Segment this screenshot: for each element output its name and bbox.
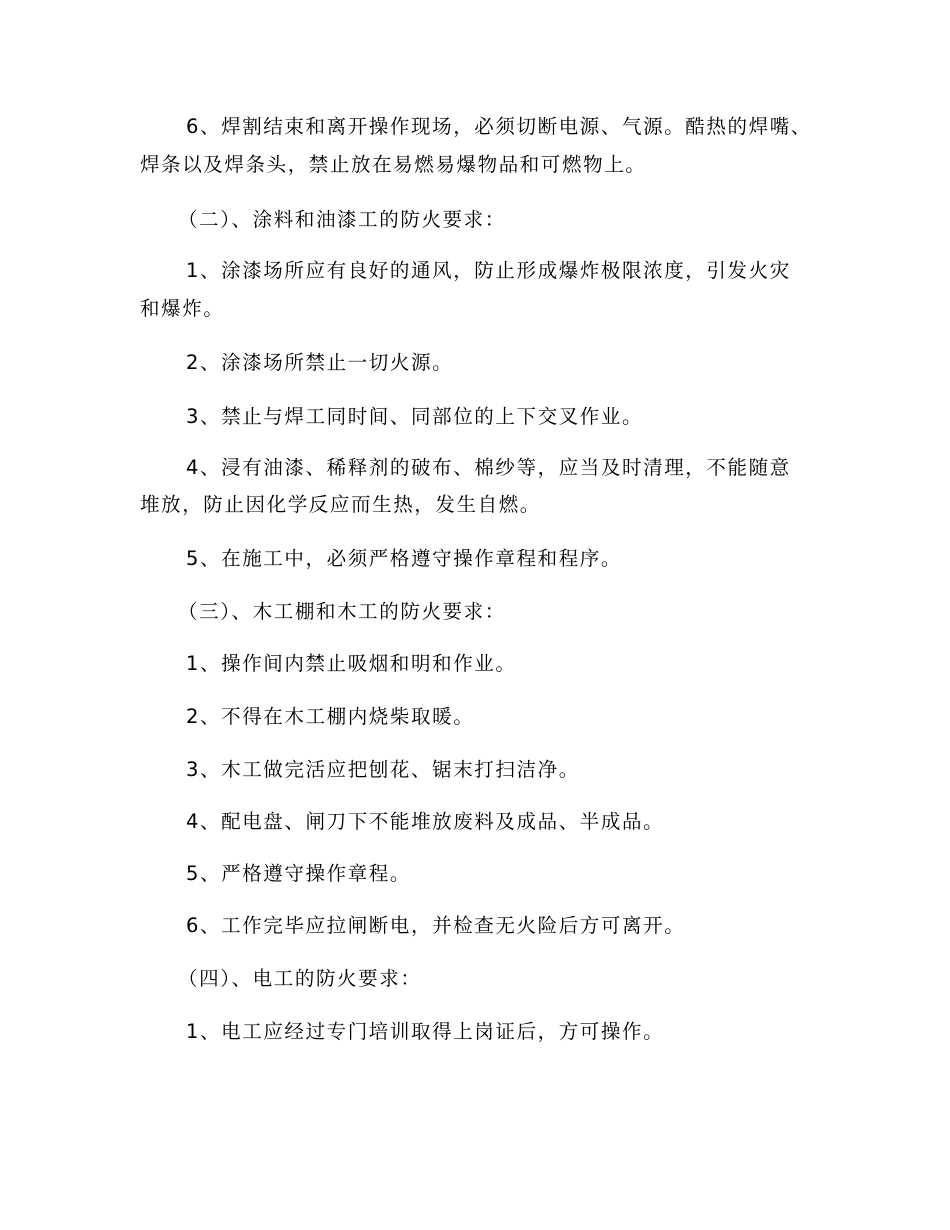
text-line-painting-item-2: 2、涂漆场所禁止一切火源。 — [186, 351, 454, 374]
text-line-carpentry-item-5: 5、严格遵守操作章程。 — [186, 862, 412, 885]
text-line-electrician-item-1: 1、电工应经过专门培训取得上岗证后，方可操作。 — [186, 1020, 665, 1043]
text-line-carpentry-item-6: 6、工作完毕应拉闸断电，并检查无火险后方可离开。 — [186, 914, 686, 937]
section-heading-carpentry: （三）、木工棚和木工的防火要求： — [178, 600, 506, 623]
section-heading-painting: （二）、涂料和油漆工的防火要求： — [178, 208, 506, 231]
text-line-welding-item-6-part-2: 焊条以及焊条头，禁止放在易燃易爆物品和可燃物上。 — [140, 153, 647, 176]
text-line-painting-item-1-part-2: 和爆炸。 — [140, 297, 225, 320]
text-line-carpentry-item-2: 2、不得在木工棚内烧柴取暖。 — [186, 705, 475, 728]
text-line-painting-item-3: 3、禁止与焊工同时间、同部位的上下交叉作业。 — [186, 405, 644, 428]
text-line-painting-item-4-part-2: 堆放，防止因化学反应而生热，发生自燃。 — [140, 493, 541, 516]
text-line-carpentry-item-1: 1、操作间内禁止吸烟和明和作业。 — [186, 652, 517, 675]
text-line-painting-item-5: 5、在施工中，必须严格遵守操作章程和程序。 — [186, 547, 623, 570]
text-line-painting-item-4-part-1: 4、浸有油漆、稀释剂的破布、棉纱等，应当及时清理，不能随意 — [186, 456, 791, 479]
text-line-welding-item-6-part-1: 6、焊割结束和离开操作现场，必须切断电源、气源。酷热的焊嘴、 — [186, 115, 812, 138]
text-line-carpentry-item-3: 3、木工做完活应把刨花、锯末打扫洁净。 — [186, 758, 580, 781]
text-line-painting-item-1-part-1: 1、涂漆场所应有良好的通风，防止形成爆炸极限浓度，引发火灾 — [186, 259, 791, 282]
section-heading-electrician: （四）、电工的防火要求： — [178, 967, 422, 990]
text-line-carpentry-item-4: 4、配电盘、闸刀下不能堆放废料及成品、半成品。 — [186, 810, 665, 833]
